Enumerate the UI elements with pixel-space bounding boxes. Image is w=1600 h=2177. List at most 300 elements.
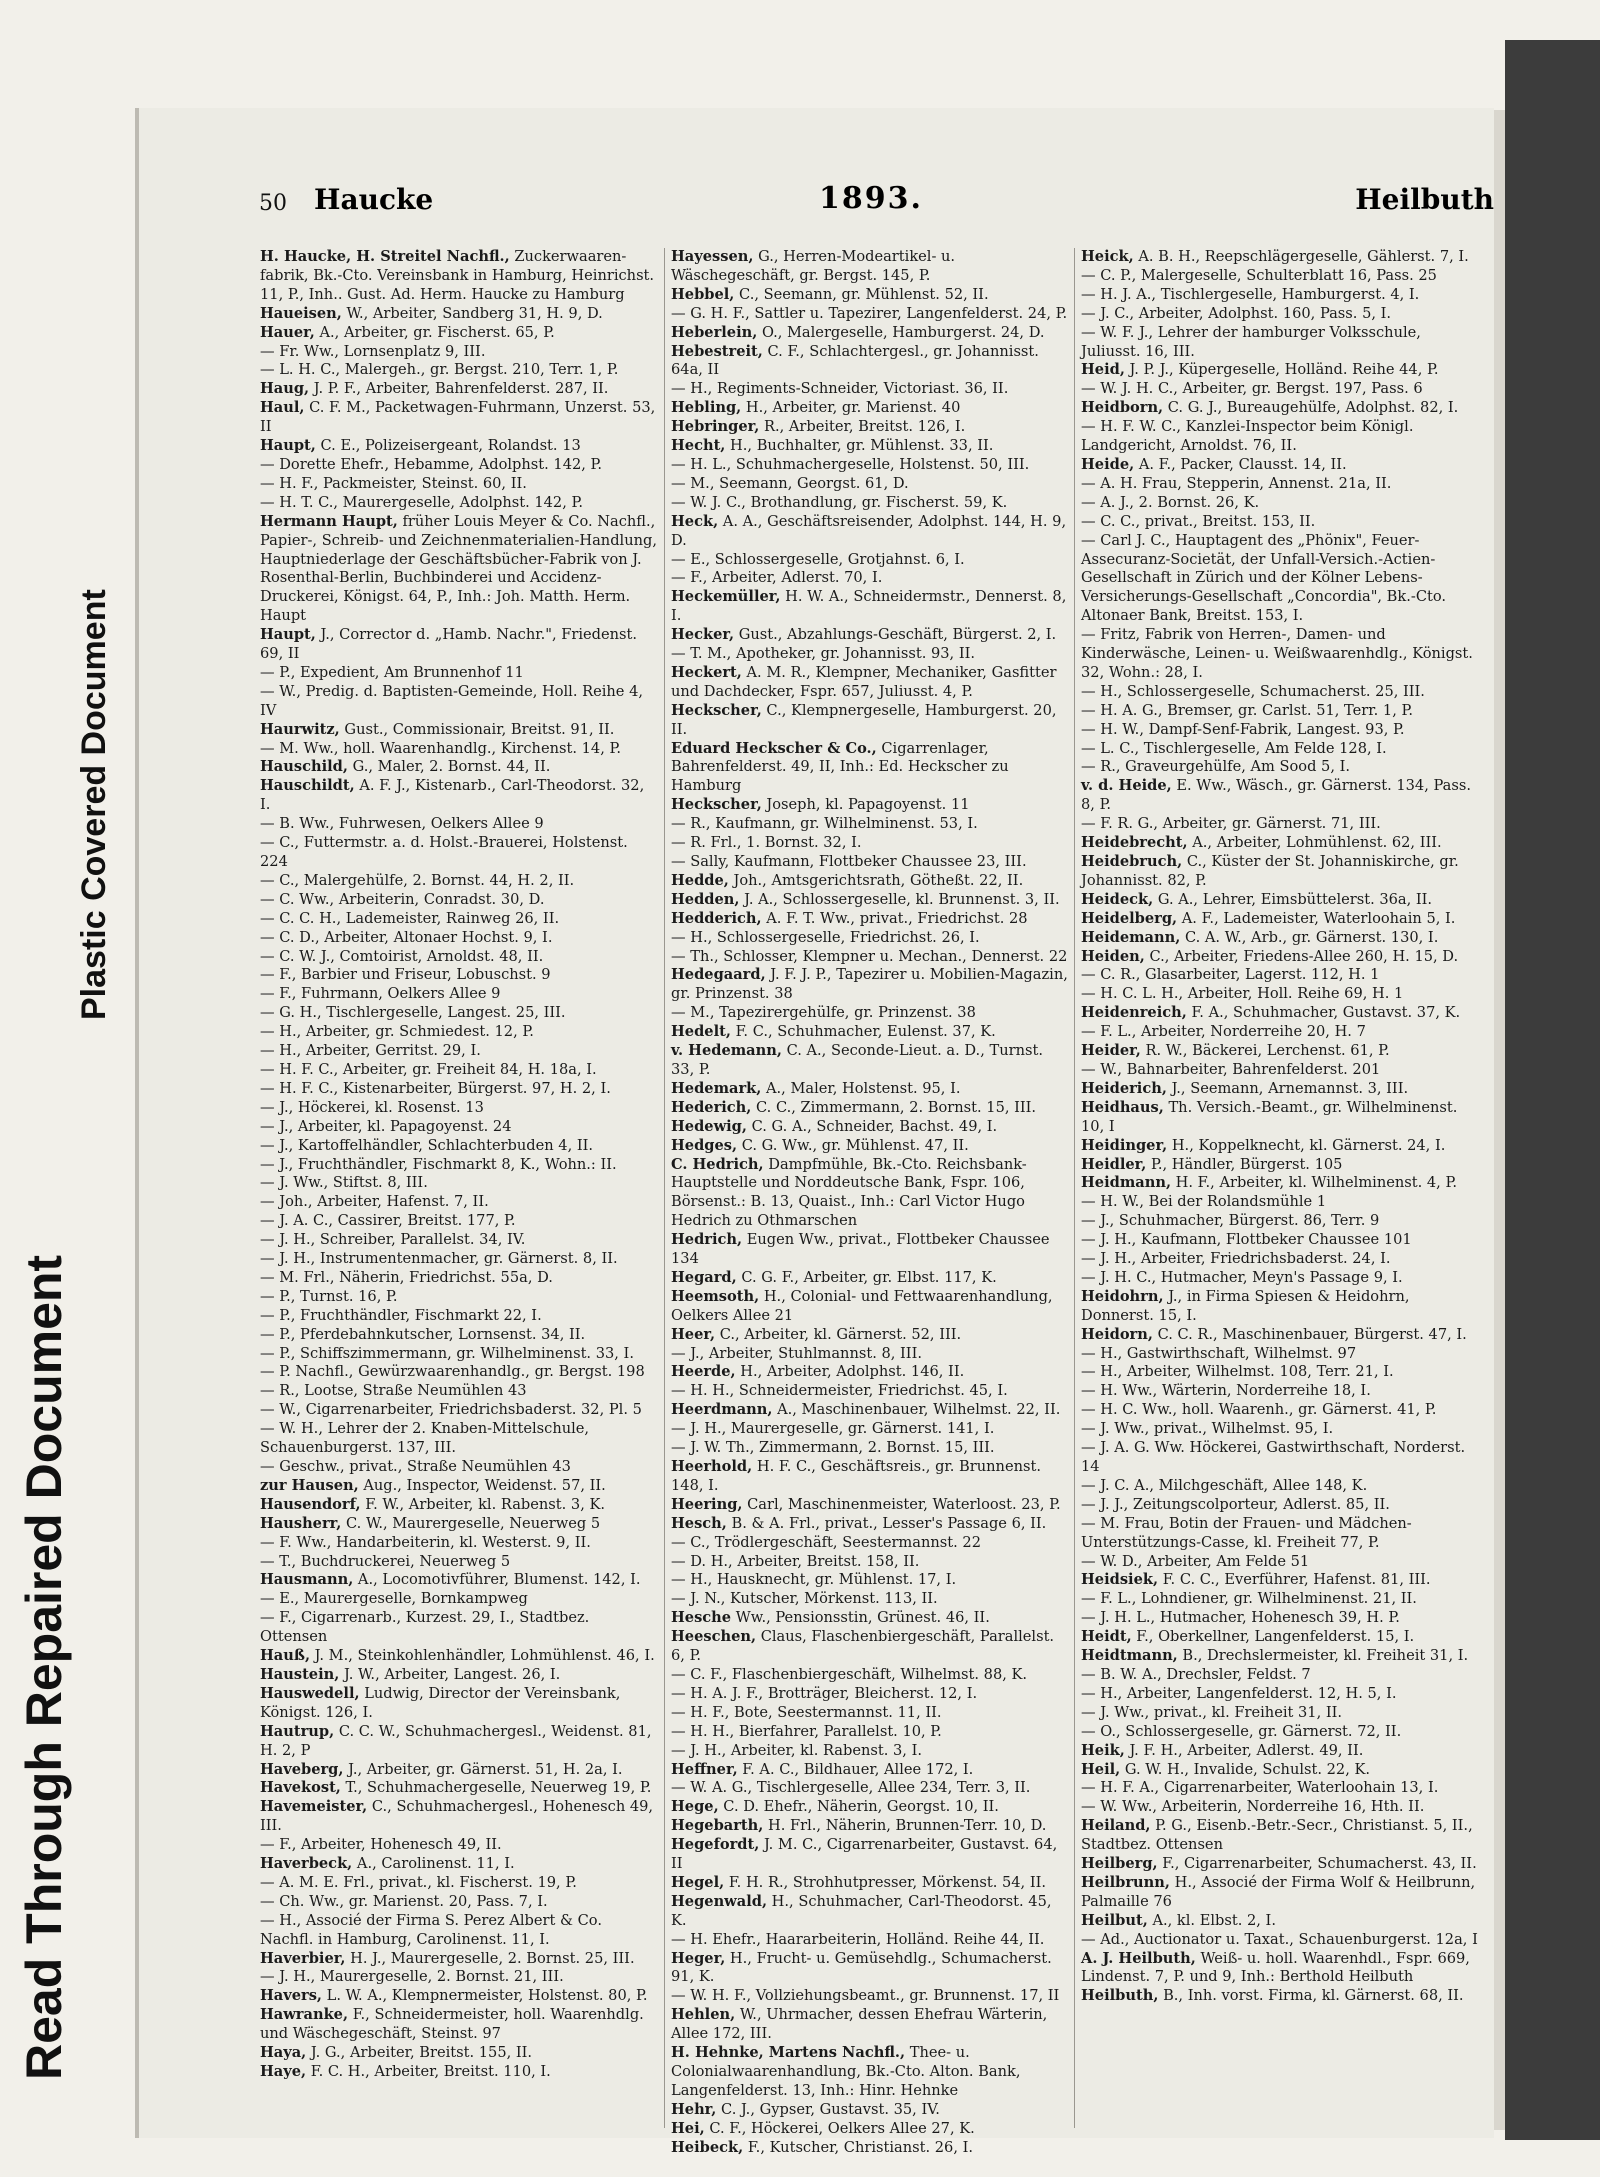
entry-details: F., Oberkellner, Langenfelderst. 15, I. — [1136, 1628, 1415, 1646]
directory-entry — [1081, 948, 1478, 967]
directory-entry — [1081, 1779, 1478, 1798]
directory-entry — [260, 929, 658, 948]
directory-entry — [1081, 494, 1478, 513]
directory-entry — [671, 437, 1068, 456]
entry-details: C. A. W., Arb., gr. Gärnerst. 130, I. — [1184, 928, 1439, 946]
entry-details: C. F., Höckerei, Oelkers Allee 27, K. — [709, 2119, 975, 2137]
header-year: 1893. — [819, 181, 923, 216]
directory-entry — [671, 702, 1068, 740]
entry-details: früher Louis Meyer & Co. Nachfl., Papier-, Schreib- und Zeichnenmaterialien-Handlung, Hauptniederlage der Geschäftsbücher-Fabrik von J. Rosenthal-Berlin, Buchbinderei und Accidenz-Druckerei, Königst. 64, P., Inh.: Joh. Matth. Herm. Haupt — [260, 512, 657, 625]
directory-entry — [671, 1269, 1068, 1288]
entry-details: A., Carolinenst. 11, I. — [356, 1855, 515, 1873]
directory-entry — [260, 1798, 658, 1836]
entry-surname: Hegard, — [671, 1268, 737, 1286]
directory-entry — [260, 1061, 658, 1080]
entry-details: — Ch. Ww., gr. Marienst. 20, Pass. 7, I. — [260, 1892, 548, 1910]
entry-details: C. W., Maurergeselle, Neuerweg 5 — [346, 1514, 601, 1532]
directory-entry — [1081, 1193, 1478, 1212]
entry-surname: Haustein, — [260, 1665, 340, 1683]
entry-surname: Heilbrunn, — [1081, 1873, 1170, 1891]
entry-details: Zuckerwaaren-fabrik, Bk.-Cto. Vereinsbank in Hamburg, Heinrichst. 11, P., Inh.. Gust. Ad. Herm. Haucke zu Hamburg — [260, 248, 655, 303]
entry-details: A., Arbeiter, gr. Fischerst. 65, P. — [319, 323, 555, 341]
directory-entry — [260, 985, 658, 1004]
entry-details: J., in Firma Spiesen & Heidohrn, Donnerst. 15, I. — [1081, 1287, 1410, 1324]
entry-details: — H., Arbeiter, gr. Schmiedest. 12, P. — [260, 1023, 534, 1041]
entry-surname: Heer, — [671, 1325, 716, 1343]
directory-entry — [260, 248, 658, 305]
entry-details: C. C. R., Maschinenbauer, Bürgerst. 47, I. — [1157, 1325, 1467, 1343]
directory-entry — [1081, 1704, 1478, 1723]
entry-surname: H. Haucke, H. Streitel Nachfl., — [260, 248, 510, 265]
directory-entry — [671, 588, 1068, 626]
entry-details: J. F. H., Arbeiter, Adlerst. 49, II. — [1129, 1741, 1364, 1759]
entry-surname: Heckscher, — [671, 701, 762, 719]
entry-surname: Hauschildt, — [260, 777, 355, 795]
entry-surname: Havers, — [260, 1987, 322, 2005]
entry-surname: Heide, — [1081, 455, 1135, 473]
directory-entry — [671, 2044, 1068, 2101]
entry-details: — H. F. C., Arbeiter, gr. Freiheit 84, H. 18a, I. — [260, 1060, 597, 1078]
directory-entry — [671, 324, 1068, 343]
header-first-entry: Haucke — [314, 183, 434, 216]
directory-entry — [260, 1496, 658, 1515]
directory-entry — [671, 2101, 1068, 2120]
entry-details: — W. A. G., Tischlergeselle, Allee 234, Terr. 3, II. — [671, 1779, 1031, 1797]
entry-surname: Heck, — [671, 512, 719, 530]
directory-entry — [260, 399, 658, 437]
entry-surname: Hedegaard, — [671, 966, 766, 984]
directory-entry — [260, 361, 658, 380]
directory-entry — [260, 494, 658, 513]
entry-details: — J. H., Arbeiter, kl. Rabenst. 3, I. — [671, 1741, 922, 1759]
directory-entry — [1081, 305, 1478, 324]
directory-entry — [671, 1666, 1068, 1685]
entry-surname: Havekost, — [260, 1779, 341, 1797]
entry-details: Eugen Ww., privat., Flottbeker Chaussee 134 — [671, 1231, 1050, 1268]
directory-entry — [1081, 910, 1478, 929]
entry-details: J. M., Steinkohlenhändler, Lohmühlenst. 46, I. — [314, 1647, 655, 1665]
entry-details: — J., Arbeiter, kl. Papagoyenst. 24 — [260, 1117, 512, 1135]
directory-entry — [1081, 1685, 1478, 1704]
directory-entry — [1081, 1420, 1478, 1439]
entry-details: E. Ww., Wäsch., gr. Gärnerst. 134, Pass. 8, P. — [1081, 777, 1471, 814]
entry-details: — A. J., 2. Bornst. 26, K. — [1081, 493, 1260, 511]
entry-surname: Hauschild, — [260, 758, 348, 776]
directory-entry — [671, 418, 1068, 437]
entry-surname: Heiden, — [1081, 947, 1145, 965]
entry-details: — F. R. G., Arbeiter, gr. Gärnerst. 71, III. — [1081, 815, 1381, 833]
entry-details: — J. Ww., privat., Wilhelmst. 95, I. — [1081, 1420, 1334, 1438]
entry-details: J. P. J., Küpergeselle, Holländ. Reihe 44, P. — [1129, 361, 1439, 379]
entry-surname: Hecker, — [671, 626, 735, 644]
entry-surname: Hawranke, — [260, 2006, 349, 2024]
directory-entry — [671, 1099, 1068, 1118]
directory-entry — [260, 1250, 658, 1269]
directory-entry — [1081, 702, 1478, 721]
entry-details: C. F. M., Packetwagen-Fuhrmann, Unzerst. 53, II — [260, 399, 656, 436]
directory-entry — [671, 1590, 1068, 1609]
entry-details: L. W. A., Klempnermeister, Holstenst. 80, P. — [326, 1987, 648, 2005]
entry-details: C., Schuhmachergesl., Hohenesch 49, III. — [260, 1798, 654, 1835]
directory-entry — [260, 1174, 658, 1193]
directory-entry — [260, 1345, 658, 1364]
directory-entry — [260, 475, 658, 494]
entry-details: H., Buchhalter, gr. Mühlenst. 33, II. — [730, 437, 994, 455]
entry-details: H. W. A., Schneidermstr., Dennerst. 8, I. — [671, 588, 1067, 625]
directory-entry — [1081, 1363, 1478, 1382]
entry-details: Dampfmühle, Bk.-Cto. Reichsbank-Hauptstelle und Norddeutsche Bank, Fspr. 106, Börsenst.: B. 13, Quaist., Inh.: Carl Victor Hugo Hedrich zu Othmarschen — [671, 1155, 1027, 1230]
directory-entry — [260, 1382, 658, 1401]
entry-surname: Hedges, — [671, 1136, 738, 1154]
directory-entry — [260, 437, 658, 456]
directory-entry — [260, 1458, 658, 1477]
entry-details: C. G. F., Arbeiter, gr. Elbst. 117, K. — [741, 1268, 997, 1286]
entry-details: — J. A. C., Cassirer, Breitst. 177, P. — [260, 1212, 516, 1230]
directory-entry — [671, 2139, 1068, 2158]
entry-details: — J. H., Kaufmann, Flottbeker Chaussee 101 — [1081, 1231, 1412, 1249]
entry-details: — W. Ww., Arbeiterin, Norderreihe 16, Hth. II. — [1081, 1798, 1425, 1816]
entry-details: A., Locomotivführer, Blumenst. 142, I. — [357, 1571, 641, 1589]
directory-entry — [671, 1004, 1068, 1023]
entry-details: C. C. W., Schuhmachergesl., Weidenst. 81, H. 2, P — [260, 1722, 652, 1759]
entry-details: — W. J. C., Brothandlung, gr. Fischerst. 59, K. — [671, 493, 1008, 511]
directory-entry — [671, 645, 1068, 664]
entry-surname: Hesch, — [671, 1514, 727, 1532]
entry-details: — J., Kartoffelhändler, Schlachterbuden 4, II. — [260, 1136, 594, 1154]
entry-details: — P. Nachfl., Gewürzwaarenhandlg., gr. Bergst. 198 — [260, 1363, 645, 1381]
directory-entry — [260, 1987, 658, 2006]
entry-details: — H., Gastwirthschaft, Wilhelmst. 97 — [1081, 1344, 1357, 1362]
entry-details: — R., Lootse, Straße Neumühlen 43 — [260, 1382, 527, 1400]
entry-details: H., Associé der Firma Wolf & Heilbrunn, Palmaille 76 — [1081, 1873, 1476, 1910]
directory-entry — [260, 1477, 658, 1496]
directory-entry — [260, 966, 658, 985]
entry-details: F., Schneidermeister, holl. Waarenhdlg. und Wäschegeschäft, Steinst. 97 — [260, 2006, 644, 2043]
directory-entry — [671, 1326, 1068, 1345]
directory-entry — [1081, 1477, 1478, 1496]
entry-surname: Haueisen, — [260, 304, 342, 322]
directory-entry — [260, 777, 658, 815]
entry-details: B., Inh. vorst. Firma, kl. Gärnerst. 68, II. — [1163, 1987, 1464, 2005]
entry-surname: v. d. Heide, — [1081, 777, 1172, 795]
directory-entry — [671, 1156, 1068, 1232]
entry-details: — P., Turnst. 16, P. — [260, 1287, 398, 1305]
entry-surname: Haye, — [260, 2063, 307, 2080]
entry-surname: Hegenwald, — [671, 1892, 768, 1910]
entry-details: — J. H., Maurergeselle, 2. Bornst. 21, III. — [260, 1968, 564, 1986]
entry-surname: Hedden, — [671, 890, 740, 908]
entry-details: J. G., Arbeiter, Breitst. 155, II. — [310, 2044, 533, 2062]
entry-details: Joh., Amtsgerichtsrath, Götheßt. 22, II. — [733, 871, 1024, 889]
entry-details: — J. Ww., Stiftst. 8, III. — [260, 1174, 428, 1192]
entry-details: — P., Expedient, Am Brunnenhof 11 — [260, 663, 524, 681]
entry-details: A. F., Lademeister, Waterloohain 5, I. — [1181, 909, 1456, 927]
entry-surname: Hege, — [671, 1798, 719, 1816]
entry-details: — H. C. L. H., Arbeiter, Holl. Reihe 69, H. 1 — [1081, 985, 1404, 1003]
entry-details: — W. H., Lehrer der 2. Knaben-Mittelschule, Schauenburgerst. 137, III. — [260, 1420, 590, 1457]
directory-entry — [260, 2006, 658, 2044]
directory-entry — [671, 834, 1068, 853]
entry-details: — J. Ww., privat., kl. Freiheit 31, II. — [1081, 1703, 1343, 1721]
entry-surname: Heick, — [1081, 248, 1134, 265]
entry-details: — H. F. W. C., Kanzlei-Inspector beim Königl. Landgericht, Arnoldst. 76, II. — [1081, 418, 1414, 455]
entry-details: C. D. Ehefr., Näherin, Georgst. 10, II. — [723, 1798, 999, 1816]
directory-entry — [1081, 1212, 1478, 1231]
directory-entry — [260, 683, 658, 721]
entry-details: — O., Schlossergeselle, gr. Gärnerst. 72, II. — [1081, 1722, 1402, 1740]
directory-entry — [260, 380, 658, 399]
directory-entry — [671, 966, 1068, 1004]
entry-surname: Hausendorf, — [260, 1495, 361, 1513]
directory-entry — [671, 1798, 1068, 1817]
directory-entry — [260, 872, 658, 891]
directory-entry — [260, 910, 658, 929]
directory-entry — [260, 1080, 658, 1099]
directory-entry — [260, 1779, 658, 1798]
directory-entry — [1081, 1137, 1478, 1156]
entry-details: — R. Frl., 1. Bornst. 32, I. — [671, 834, 862, 852]
entry-details: — C. F., Flaschenbiergeschäft, Wilhelmst. 88, K. — [671, 1665, 1028, 1683]
entry-details: Joseph, kl. Papagoyenst. 11 — [766, 796, 970, 814]
entry-details: — E., Maurergeselle, Bornkampweg — [260, 1590, 528, 1608]
entry-surname: Heidler, — [1081, 1155, 1147, 1173]
entry-surname: Hauß, — [260, 1647, 311, 1665]
directory-entry — [671, 815, 1068, 834]
entry-details: — M. Frau, Botin der Frauen- und Mädchen-Unterstützungs-Casse, kl. Freiheit 77, P. — [1081, 1514, 1412, 1551]
directory-entry — [1081, 966, 1478, 985]
entry-details: — C. D., Arbeiter, Altonaer Hochst. 9, I. — [260, 928, 553, 946]
directory-entry — [1081, 513, 1478, 532]
entry-details: A. F. T. Ww., privat., Friedrichst. 28 — [766, 909, 1028, 927]
entry-surname: Haveberg, — [260, 1760, 344, 1778]
entry-details: F., Cigarrenarbeiter, Schumacherst. 43, II. — [1162, 1855, 1477, 1873]
entry-details: — F., Arbeiter, Adlerst. 70, I. — [671, 569, 883, 587]
directory-entry — [671, 1987, 1068, 2006]
entry-surname: Hebbel, — [671, 285, 735, 303]
entry-surname: Heidsiek, — [1081, 1571, 1159, 1589]
entry-surname: Heid, — [1081, 361, 1125, 379]
directory-entry — [1081, 853, 1478, 891]
entry-details: C., Arbeiter, Friedens-Allee 260, H. 15, D. — [1149, 947, 1459, 965]
directory-entry — [260, 1609, 658, 1647]
entry-details: — H., Hausknecht, gr. Mühlenst. 17, I. — [671, 1571, 957, 1589]
entry-details: A. F. J., Kistenarb., Carl-Theodorst. 32, I. — [260, 777, 645, 814]
directory-entry — [260, 758, 658, 777]
entry-surname: Heidhaus, — [1081, 1098, 1164, 1116]
entry-details: — J. N., Kutscher, Mörkenst. 113, II. — [671, 1590, 938, 1608]
entry-details: — J., Höckerei, kl. Rosenst. 13 — [260, 1098, 484, 1116]
directory-entry — [671, 1458, 1068, 1496]
directory-entry — [260, 1723, 658, 1761]
directory-entry — [671, 1723, 1068, 1742]
directory-entry — [1081, 1099, 1478, 1137]
entry-details: — W., Cigarrenarbeiter, Friedrichsbaderst. 32, Pl. 5 — [260, 1401, 642, 1419]
directory-entry — [671, 853, 1068, 872]
entry-details: — H. C. Ww., holl. Waarenh., gr. Gärnerst. 41, P. — [1081, 1401, 1437, 1419]
entry-surname: Heilberg, — [1081, 1855, 1158, 1873]
directory-entry — [260, 1118, 658, 1137]
directory-entry — [1081, 1912, 1478, 1931]
directory-entry — [1081, 380, 1478, 399]
entry-surname: Heberlein, — [671, 323, 758, 341]
entry-details: — G. H., Tischlergeselle, Langest. 25, III. — [260, 1004, 566, 1022]
directory-entry — [1081, 1987, 1478, 2006]
entry-surname: Hedemark, — [671, 1079, 762, 1097]
entry-surname: Heidohrn, — [1081, 1287, 1164, 1305]
directory-entry — [1081, 815, 1478, 834]
directory-entry — [260, 1212, 658, 1231]
directory-entry — [260, 1420, 658, 1458]
entry-surname: Heidebrecht, — [1081, 834, 1188, 852]
entry-details: H., Schuhmacher, Carl-Theodorst. 45, K. — [671, 1892, 1052, 1929]
directory-entry — [260, 1685, 658, 1723]
entry-details: — R., Graveurgehülfe, Am Sood 5, I. — [1081, 758, 1351, 776]
entry-surname: Hedde, — [671, 871, 729, 889]
entry-surname: Hei, — [671, 2119, 705, 2137]
entry-details: Gust., Abzahlungs-Geschäft, Bürgerst. 2, I. — [738, 626, 1057, 644]
directory-entry — [671, 1420, 1068, 1439]
directory-entry — [260, 891, 658, 910]
directory-entry — [260, 456, 658, 475]
entry-details: — J. H. L., Hutmacher, Hohenesch 39, H. P. — [1081, 1609, 1400, 1627]
entry-details: — C. C. H., Lademeister, Rainweg 26, II. — [260, 909, 560, 927]
directory-entry — [1081, 758, 1478, 777]
entry-details: — P., Schiffszimmermann, gr. Wilhelminenst. 33, I. — [260, 1344, 634, 1362]
entry-details: — T., Buchdruckerei, Neuerweg 5 — [260, 1552, 511, 1570]
entry-surname: Heckert, — [671, 663, 742, 681]
entry-details: H., Arbeiter, Adolphst. 146, II. — [740, 1363, 965, 1381]
entry-details: — Th., Schlosser, Klempner u. Mechan., Dennerst. 22 — [671, 947, 1068, 965]
entry-details: — F., Barbier und Friseur, Lobuschst. 9 — [260, 966, 551, 984]
entry-surname: Heidtmann, — [1081, 1647, 1178, 1665]
directory-entry — [1081, 475, 1478, 494]
column-1 — [254, 248, 664, 2128]
entry-details: F., Kutscher, Christianst. 26, I. — [747, 2138, 974, 2156]
directory-entry — [671, 2006, 1068, 2044]
directory-entry — [671, 740, 1068, 797]
entry-details: F. C., Schuhmacher, Eulenst. 37, K. — [735, 1023, 996, 1041]
entry-details: — H., Regiments-Schneider, Victoriast. 36, II. — [671, 380, 1009, 398]
entry-details: — H. W., Dampf-Senf-Fabrik, Langest. 93, P. — [1081, 720, 1405, 738]
directory-entry — [671, 551, 1068, 570]
directory-entry — [671, 1023, 1068, 1042]
entry-details: — J. H., Arbeiter, Friedrichsbaderst. 24, I. — [1081, 1250, 1391, 1268]
entry-details: Cigarrenlager, Bahrenfelderst. 49, II, Inh.: Ed. Heckscher zu Hamburg — [671, 739, 1009, 795]
directory-entry — [671, 1401, 1068, 1420]
entry-details: — J., Arbeiter, Stuhlmannst. 8, III. — [671, 1344, 922, 1362]
entry-surname: Hautrup, — [260, 1722, 335, 1740]
directory-entry — [1081, 361, 1478, 380]
entry-details: O., Malergeselle, Hamburgerst. 24, D. — [761, 323, 1045, 341]
entry-surname: Heidinger, — [1081, 1136, 1168, 1154]
entry-details: — H. Ww., Wärterin, Norderreihe 18, I. — [1081, 1382, 1371, 1400]
directory-entry — [671, 1231, 1068, 1269]
entry-surname: Hermann Haupt, — [260, 512, 398, 530]
directory-entry — [1081, 1231, 1478, 1250]
directory-entry — [671, 1042, 1068, 1080]
directory-entry — [671, 1288, 1068, 1326]
directory-entry — [260, 664, 658, 683]
entry-surname: Heilbut, — [1081, 1911, 1148, 1929]
directory-entry — [260, 1137, 658, 1156]
directory-entry — [260, 1855, 658, 1874]
entry-surname: Hebling, — [671, 399, 742, 417]
directory-entry — [671, 475, 1068, 494]
directory-entry — [671, 1817, 1068, 1836]
entry-surname: Hehr, — [671, 2100, 717, 2118]
entry-surname: Hauer, — [260, 323, 315, 341]
directory-entry — [671, 1496, 1068, 1515]
entry-surname: Heeschen, — [671, 1628, 757, 1646]
entry-surname: Heerdmann, — [671, 1401, 773, 1419]
directory-entry — [260, 1231, 658, 1250]
directory-entry — [260, 1042, 658, 1061]
entry-details: C., Küster der St. Johanniskirche, gr. Johannisst. 82, P. — [1081, 853, 1459, 889]
directory-entry — [671, 494, 1068, 513]
entry-surname: Haul, — [260, 399, 305, 417]
directory-entry — [260, 324, 658, 343]
directory-entry — [671, 1137, 1068, 1156]
directory-entry — [671, 1363, 1068, 1382]
directory-entry — [1081, 286, 1478, 305]
directory-entry — [671, 1779, 1068, 1798]
entry-details: — G. H. F., Sattler u. Tapezirer, Langenfelderst. 24, P. — [671, 304, 1068, 322]
entry-details: Claus, Flaschenbiergeschäft, Parallelst. 6, P. — [671, 1628, 1055, 1665]
directory-entry — [260, 1553, 658, 1572]
entry-details: — F. L., Lohndiener, gr. Wilhelminenst. 21, II. — [1081, 1590, 1417, 1608]
entry-details: F. C. C., Everführer, Hafenst. 81, III. — [1162, 1571, 1431, 1589]
entry-details: — Fritz, Fabrik von Herren-, Damen- und Kinderwäsche, Leinen- u. Weißwaarenhdlg., Königst. 32, Wohn.: 28, I. — [1081, 626, 1473, 681]
entry-details: — H. H., Bierfahrer, Parallelst. 10, P. — [671, 1722, 942, 1740]
entry-surname: Heibeck, — [671, 2138, 744, 2156]
entry-details: — W., Bahnarbeiter, Bahrenfelderst. 201 — [1081, 1060, 1381, 1078]
directory-entry — [671, 569, 1068, 588]
entry-details: — C. C., privat., Breitst. 153, II. — [1081, 512, 1316, 530]
entry-details: — J. J., Zeitungscolporteur, Adlerst. 85, II. — [1081, 1495, 1390, 1513]
directory-entry — [671, 2120, 1068, 2139]
entry-details: W., Uhrmacher, dessen Ehefrau Wärterin, Allee 172, III. — [671, 2006, 1048, 2043]
column-3 — [1074, 248, 1484, 2128]
entry-details: T., Schuhmachergeselle, Neuerweg 19, P. — [345, 1779, 652, 1797]
entry-details: — J., Schuhmacher, Bürgerst. 86, Terr. 9 — [1081, 1212, 1380, 1230]
directory-entry — [1081, 1628, 1478, 1647]
entry-details: J. F. J. P., Tapezirer u. Mobilien-Magazin, gr. Prinzenst. 38 — [671, 966, 1068, 1003]
entry-details: — J. H., Schreiber, Parallelst. 34, IV. — [260, 1231, 526, 1249]
entry-details: — Fr. Ww., Lornsenplatz 9, III. — [260, 342, 486, 360]
directory-entry — [1081, 1382, 1478, 1401]
directory-entry — [671, 891, 1068, 910]
entry-details: F. A., Schuhmacher, Gustavst. 37, K. — [1191, 1004, 1461, 1022]
entry-surname: Heidenreich, — [1081, 1004, 1187, 1022]
directory-entry — [1081, 1742, 1478, 1761]
directory-entry — [1081, 1401, 1478, 1420]
entry-details: Thee- u. Colonialwaarenhandlung, Bk.-Cto. Alton. Bank, Langenfelderst. 13, Inh.: Hinr. Hehnke — [671, 2044, 1021, 2099]
entry-surname: Hedelt, — [671, 1023, 731, 1041]
directory-entry — [1081, 1553, 1478, 1572]
directory-entry — [260, 343, 658, 362]
directory-entry — [260, 1912, 658, 1950]
entry-details: J., Arbeiter, gr. Gärnerst. 51, H. 2a, I. — [348, 1760, 623, 1778]
directory-entry — [1081, 1042, 1478, 1061]
directory-entry — [671, 1345, 1068, 1364]
directory-entry — [671, 1515, 1068, 1534]
entry-details: — Sally, Kaufmann, Flottbeker Chaussee 23, III. — [671, 853, 1027, 870]
entry-details: H., Koppelknecht, kl. Gärnerst. 24, I. — [1171, 1136, 1446, 1154]
entry-details: — B. Ww., Fuhrwesen, Oelkers Allee 9 — [260, 815, 544, 833]
entry-details: C. G. A., Schneider, Bachst. 49, I. — [751, 1117, 998, 1135]
directory-entry — [671, 456, 1068, 475]
directory-entry — [260, 1156, 658, 1175]
